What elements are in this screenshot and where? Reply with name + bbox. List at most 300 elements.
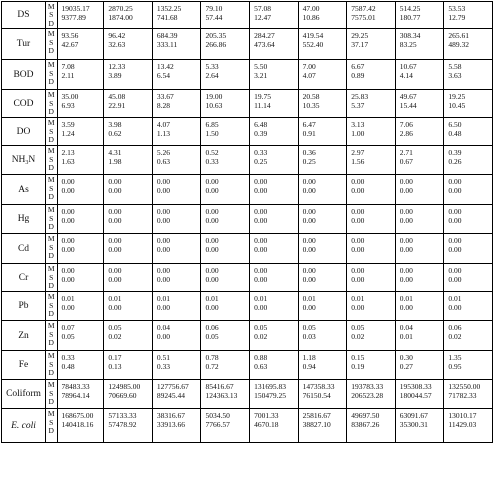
sd-value: 0.00 [302,186,316,196]
stat-letter: S [49,388,54,398]
sd-value: 10.63 [205,101,223,111]
mean-value: 6.85 [205,120,219,130]
value-cell [250,2,299,29]
value-cell [444,175,493,205]
sd-value: 0.00 [205,216,219,226]
sd-value: 266.86 [205,40,227,50]
stat-letter: M [47,2,55,11]
sd-value: 0.00 [302,303,316,313]
value-cell [57,90,104,118]
parameter-name: Tur [16,39,31,50]
mean-value: 0.01 [156,294,171,304]
mean-value: 0.00 [205,207,219,217]
stat-type-label [46,205,58,234]
stat-letter: M [47,175,55,185]
mean-value: 5.58 [448,62,462,72]
value-cell [250,264,299,292]
sd-value: 0.00 [61,186,75,196]
mean-value: 0.01 [302,294,316,304]
stat-type-label [46,90,58,118]
mean-value: 20.58 [302,92,320,102]
sd-value: 7575.01 [351,13,376,22]
mean-value: 0.00 [399,266,413,276]
value-cell [298,146,347,175]
parameter-name: DO [16,126,31,137]
value-cell [298,2,347,29]
value-cell [298,175,347,205]
value-cell [201,292,250,321]
sd-value: 6.54 [156,71,171,81]
sd-value: 6.93 [61,101,75,111]
sd-value: 0.62 [108,129,122,139]
sd-value: 0.02 [351,332,365,342]
mean-value: 131695.83 [254,382,286,392]
sd-value: 76150.54 [302,391,331,401]
stat-letter: M [47,380,55,390]
sd-value: 0.33 [205,157,219,167]
stat-type-label [46,321,58,351]
mean-value: 132550.00 [448,382,481,392]
mean-value: 193783.33 [351,382,384,392]
value-cell [104,29,153,60]
mean-value: 5.26 [156,148,171,158]
parameter-name: Fe [18,360,29,371]
value-cell [444,409,493,443]
table-row [2,175,493,205]
mean-value: 0.00 [156,266,171,276]
sd-value: 0.95 [448,362,462,372]
value-cell [347,146,396,175]
sd-value: 0.05 [61,332,75,342]
mean-value: 0.01 [399,294,413,304]
parameter-name: E. coli [11,420,36,431]
stat-type-label [46,175,58,205]
value-cell [152,146,201,175]
sd-value: 0.00 [254,216,268,226]
sd-value: 2.11 [61,71,75,81]
mean-value: 0.00 [205,177,219,187]
value-cell [298,264,347,292]
sd-value: 1.24 [61,129,75,139]
value-cell [152,90,201,118]
value-cell [57,351,104,380]
stat-letter: M [47,264,55,274]
value-cell [152,292,201,321]
sd-value: 0.00 [399,245,413,255]
stat-letter: M [47,90,55,100]
value-cell [298,205,347,234]
sd-value: 0.00 [254,186,268,196]
value-cell [201,409,250,443]
mean-value: 0.00 [108,177,122,187]
stat-type-label [46,264,58,292]
stat-letter: M [47,205,55,215]
mean-value: 25.83 [351,92,369,102]
value-cell [104,205,153,234]
parameter-label [2,321,46,351]
parameter-label [2,2,46,29]
mean-value: 47.00 [302,4,320,13]
mean-value: 19.00 [205,92,223,102]
sd-value: 1.63 [61,157,75,167]
mean-value: 0.00 [61,266,75,276]
value-cell [250,409,299,443]
sd-value: 0.67 [399,157,413,167]
mean-value: 10.67 [399,62,417,72]
value-cell [201,321,250,351]
value-cell [347,234,396,264]
mean-value: 5034.50 [205,411,230,421]
mean-value: 3.13 [351,120,365,130]
mean-value: 0.01 [108,294,122,304]
mean-value: 0.00 [61,207,75,217]
sd-value: 1.50 [205,129,219,139]
mean-value: 5.33 [205,62,219,72]
sd-value: 10.86 [302,13,320,22]
mean-value: 0.00 [108,207,122,217]
value-cell [201,205,250,234]
sd-value: 33913.66 [156,420,186,430]
parameter-suffix: N [28,155,36,166]
value-cell [347,29,396,60]
sd-value: 0.00 [254,275,268,285]
stat-letter: S [49,329,54,339]
sd-value: 3.21 [254,71,268,81]
table-row [2,118,493,146]
sd-value: 70669.60 [108,391,137,401]
mean-value: 0.00 [205,236,219,246]
stat-letter: M [47,146,55,156]
mean-value: 0.36 [302,148,316,158]
mean-value: 0.04 [156,323,171,333]
value-cell [104,409,153,443]
value-cell [395,118,444,146]
sd-value: 0.02 [448,332,462,342]
mean-value: 147358.33 [302,382,335,392]
sd-value: 12.79 [448,13,466,22]
mean-value: 0.07 [61,323,75,333]
parameter-label [2,380,46,409]
parameter-label [2,351,46,380]
value-cell [298,29,347,60]
value-cell [104,351,153,380]
sd-value: 0.00 [448,245,462,255]
value-cell [444,234,493,264]
sd-value: 8.28 [156,101,171,111]
value-cell [57,234,104,264]
value-cell [104,292,153,321]
sd-value: 1.13 [156,129,171,139]
sd-value: 57478.92 [108,420,137,430]
mean-value: 33.67 [156,92,174,102]
sd-value: 489.32 [448,40,469,50]
stat-letter: S [49,183,54,193]
sd-value: 0.72 [205,362,219,372]
stat-letter: D [48,18,54,28]
stat-letter: D [48,397,54,407]
sd-value: 0.00 [448,216,462,226]
mean-value: 684.39 [156,31,178,41]
mean-value: 0.33 [61,353,75,363]
sd-value: 0.02 [254,332,268,342]
sd-value: 180.77 [399,13,421,22]
stat-type-label [46,292,58,321]
stat-letter: S [49,10,54,20]
sd-value: 0.19 [351,362,365,372]
mean-value: 514.25 [399,4,421,13]
mean-value: 12.33 [108,62,126,72]
stat-letter: S [49,272,54,282]
mean-value: 0.00 [156,236,171,246]
value-cell [57,264,104,292]
stat-letter: S [49,242,54,252]
table-row [2,292,493,321]
sd-value: 10.45 [448,101,466,111]
sd-value: 9377.89 [61,13,86,22]
sd-value: 0.00 [205,275,219,285]
stat-letter: M [47,292,55,302]
sd-value: 0.00 [448,303,462,313]
stat-letter: S [49,154,54,164]
stat-type-label [46,351,58,380]
mean-value: 49.67 [399,92,417,102]
parameter-name: BOD [13,69,34,80]
value-cell [395,2,444,29]
sd-value: 0.94 [302,362,316,372]
mean-value: 127756.67 [156,382,189,392]
parameter-name: Hg [17,214,30,225]
parameter-name: COD [13,98,34,109]
mean-value: 79.10 [205,4,223,13]
value-cell [152,175,201,205]
mean-value: 19035.17 [61,4,90,13]
sd-value: 0.63 [156,157,171,167]
value-cell [347,292,396,321]
mean-value: 0.00 [156,207,171,217]
sd-value: 3.63 [448,71,462,81]
value-cell [444,292,493,321]
value-cell [152,2,201,29]
mean-value: 0.04 [399,323,413,333]
value-cell [298,60,347,90]
value-cell [298,234,347,264]
value-cell [444,146,493,175]
mean-value: 78483.33 [61,382,90,392]
stat-letter: M [47,351,55,361]
parameter-name: NH [11,155,26,166]
value-cell [298,351,347,380]
sd-value: 333.11 [156,40,178,50]
mean-value: 0.00 [254,177,268,187]
parameter-name: Pb [18,301,29,312]
stat-letter: S [49,37,54,47]
sd-value: 78964.14 [61,391,90,401]
sd-value: 83.25 [399,40,417,50]
sd-value: 42.67 [61,40,79,50]
sd-value: 1874.00 [108,13,133,22]
value-cell [152,29,201,60]
mean-value: 6.47 [302,120,316,130]
value-cell [444,380,493,409]
mean-value: 38316.67 [156,411,186,421]
parameter-label [2,90,46,118]
value-cell [152,118,201,146]
stat-type-label [46,2,58,29]
value-cell [250,380,299,409]
table-row [2,409,493,443]
value-cell [395,90,444,118]
value-cell [57,321,104,351]
mean-value: 5.50 [254,62,268,72]
value-cell [57,292,104,321]
table-row [2,146,493,175]
value-cell [104,2,153,29]
sd-value: 0.27 [399,362,413,372]
mean-value: 13010.17 [448,411,477,421]
sd-value: 0.00 [205,303,219,313]
sd-value: 0.89 [351,71,365,81]
value-cell [395,175,444,205]
mean-value: 2.97 [351,148,365,158]
mean-value: 29.25 [351,31,369,41]
value-cell [201,234,250,264]
mean-value: 7.08 [61,62,75,72]
sd-value: 741.68 [156,13,178,22]
parameter-label [2,29,46,60]
value-cell [57,29,104,60]
value-cell [347,264,396,292]
value-cell [201,351,250,380]
parameter-subscript: 3 [25,160,29,167]
mean-value: 0.17 [108,353,122,363]
mean-value: 0.01 [448,294,462,304]
mean-value: 96.42 [108,31,126,41]
value-cell [201,146,250,175]
parameter-name: As [18,184,29,195]
value-cell [57,205,104,234]
stat-type-label [46,380,58,409]
value-cell [395,351,444,380]
value-cell [250,60,299,90]
stat-type-label [46,409,58,443]
mean-value: 0.00 [302,207,316,217]
mean-value: 0.00 [351,266,365,276]
mean-value: 0.15 [351,353,365,363]
sd-value: 0.00 [156,186,171,196]
sd-value: 0.00 [205,186,219,196]
value-cell [347,2,396,29]
value-cell [152,321,201,351]
mean-value: 0.00 [399,207,413,217]
sd-value: 0.25 [302,157,316,167]
value-cell [298,380,347,409]
sd-value: 0.00 [156,245,171,255]
sd-value: 0.00 [156,275,171,285]
value-cell [57,409,104,443]
mean-value: 0.06 [205,323,219,333]
sd-value: 473.64 [254,40,275,50]
parameter-label [2,118,46,146]
value-cell [395,380,444,409]
sd-value: 180044.57 [399,391,432,401]
sd-value: 35300.31 [399,420,428,430]
stat-letter: D [48,107,54,117]
value-cell [298,292,347,321]
mean-value: 2.13 [61,148,75,158]
mean-value: 1352.25 [156,4,182,13]
value-cell [395,321,444,351]
value-cell [104,90,153,118]
sd-value: 0.00 [61,303,75,313]
mean-value: 0.33 [254,148,268,158]
sd-value: 0.00 [156,216,171,226]
value-cell [250,146,299,175]
mean-value: 3.98 [108,120,122,130]
value-cell [347,321,396,351]
sd-value: 0.39 [254,129,268,139]
value-cell [395,292,444,321]
value-cell [347,351,396,380]
mean-value: 0.39 [448,148,462,158]
value-cell [347,409,396,443]
value-cell [250,205,299,234]
value-cell [298,118,347,146]
value-cell [104,264,153,292]
mean-value: 0.00 [61,236,75,246]
sd-value: 1.56 [351,157,365,167]
stat-letter: D [48,426,54,436]
table-row [2,90,493,118]
mean-value: 0.00 [108,236,122,246]
mean-value: 0.01 [205,294,219,304]
value-cell [201,175,250,205]
sd-value: 0.25 [254,157,268,167]
mean-value: 0.01 [254,294,268,304]
sd-value: 124363.13 [205,391,238,401]
sd-value: 0.00 [61,275,75,285]
sd-value: 0.00 [351,275,365,285]
mean-value: 0.51 [156,353,171,363]
mean-value: 124985.00 [108,382,141,392]
sd-value: 71782.33 [448,391,477,401]
parameter-name: Cd [17,243,30,254]
sd-value: 4670.18 [254,420,279,430]
value-cell [57,2,104,29]
stat-letter: D [48,281,54,291]
sd-value: 0.00 [351,186,365,196]
stat-letter: M [47,60,55,70]
value-cell [152,264,201,292]
mean-value: 0.06 [448,323,462,333]
stat-letter: D [48,46,54,56]
sd-value: 12.47 [254,13,271,22]
value-cell [347,205,396,234]
sd-value: 0.00 [108,275,122,285]
sd-value: 0.00 [448,186,462,196]
stat-letter: D [48,338,54,348]
mean-value: 0.00 [156,177,171,187]
sd-value: 0.00 [351,303,365,313]
stat-letter: M [47,234,55,244]
value-cell [201,118,250,146]
value-cell [57,60,104,90]
table-body [2,2,493,443]
stat-letter: M [47,29,55,39]
sd-value: 4.14 [399,71,413,81]
value-cell [152,234,201,264]
mean-value: 0.05 [351,323,365,333]
mean-value: 57.08 [254,4,271,13]
